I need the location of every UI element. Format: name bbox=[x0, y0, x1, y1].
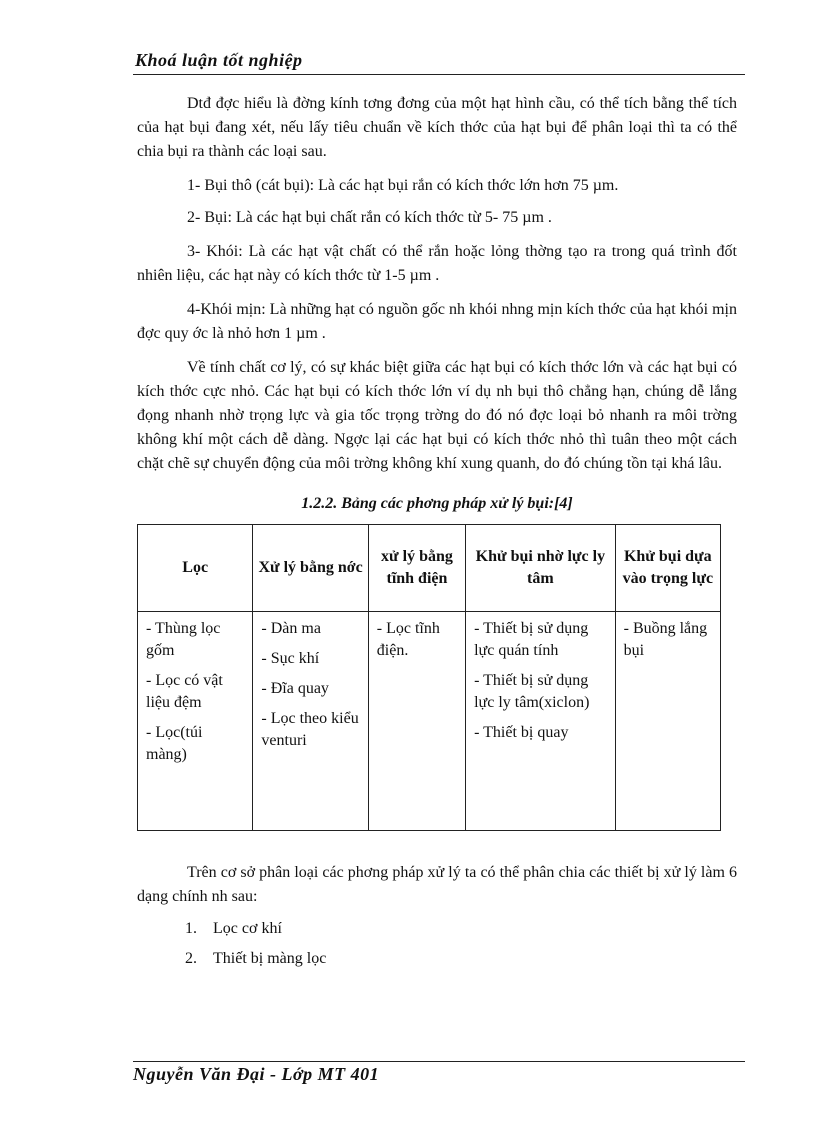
list-item bbox=[137, 917, 737, 941]
cell-line: - Buồng lắng bụi bbox=[623, 620, 708, 659]
list-text: Thiết bị màng lọc bbox=[213, 950, 327, 967]
col-header-gravity: Khử bụi dựa vào trọng lực bbox=[615, 525, 720, 612]
col-header-centrifugal: Khử bụi nhờ lực ly tâm bbox=[466, 525, 616, 612]
footer-author: Nguyễn Văn Đại - Lớp MT 401 bbox=[133, 1064, 380, 1084]
list-number: 2. bbox=[185, 950, 197, 967]
cell-centrifugal bbox=[466, 612, 616, 831]
table-title: 1.2.2. Bảng các phơng pháp xử lý bụi:[4] bbox=[301, 495, 573, 512]
cell-line: - Thùng lọc gốm bbox=[146, 620, 221, 659]
cell-line: - Sục khí bbox=[261, 650, 320, 667]
table-row bbox=[138, 612, 721, 831]
cell-electrostatic bbox=[368, 612, 465, 831]
col-header-water: Xử lý bằng nớc bbox=[253, 525, 368, 612]
page-footer bbox=[133, 1061, 745, 1085]
classification-item-4: 4-Khói mịn: Là những hạt có nguồn gốc nh khói nhng mịn kích thớc của hạt khói mịn đợc quy ớc là nhỏ hơn 1 µm . bbox=[137, 301, 737, 342]
classification-item-1: 1- Bụi thô (cát bụi): Là các hạt bụi rắn có kích thớc lớn hơn 75 µm. bbox=[187, 177, 619, 194]
cell-line: - Thiết bị sử dụng lực ly tâm(xiclon) bbox=[474, 672, 590, 711]
cell-line: - Thiết bị sử dụng lực quán tính bbox=[474, 620, 589, 659]
intro-paragraph: Dtđ đợc hiểu là đờng kính tơng đơng của một hạt hình cầu, có thể tích bằng thể tích của hạt bụi đang xét, nếu lấy tiêu chuẩn về kích thớc của hạt bụi để phân loại thì ta có thể chia bụi ra thành các loại sau. bbox=[137, 95, 737, 160]
cell-line: - Dàn ma bbox=[261, 620, 321, 637]
page-header bbox=[133, 50, 745, 75]
classification-item-2: 2- Bụi: Là các hạt bụi chất rắn có kích thớc từ 5- 75 µm . bbox=[187, 209, 552, 226]
list-number: 1. bbox=[185, 920, 197, 937]
list-item bbox=[137, 947, 737, 971]
table-header-row bbox=[138, 525, 721, 612]
methods-table bbox=[137, 524, 721, 831]
page-content bbox=[137, 92, 737, 971]
header-title: Khoá luận tốt nghiệp bbox=[135, 50, 303, 70]
cell-line: - Lọc có vật liệu đệm bbox=[146, 672, 223, 711]
properties-paragraph: Về tính chất cơ lý, có sự khác biệt giữa các hạt bụi có kích thớc lớn và các hạt bụi có kích thớc cực nhỏ. Các hạt bụi có kích thớc lớn ví dụ nh bụi thô chẳng hạn, chúng dễ lắng đọng nhanh nhờ trọng lực và gia tốc trọng trờng do đó nó đợc loại bỏ nhanh ra môi trờng không khí một cách dễ dàng. Ngợc lại các hạt bụi có kích thớc nhỏ thì tuân theo một cách chặt chẽ sự chuyển động của môi trờng không khí xung quanh, do đó chúng tồn tại khá lâu. bbox=[137, 359, 737, 472]
cell-line: - Đĩa quay bbox=[261, 680, 329, 697]
cell-line: - Thiết bị quay bbox=[474, 724, 569, 741]
cell-water bbox=[253, 612, 368, 831]
list-text: Lọc cơ khí bbox=[213, 920, 282, 937]
cell-filter bbox=[138, 612, 253, 831]
classification-item-3: 3- Khói: Là các hạt vật chất có thể rắn hoặc lỏng thờng tạo ra trong quá trình đốt nhiên liệu, các hạt này có kích thớc từ 1-5 µm . bbox=[137, 243, 737, 284]
division-paragraph: Trên cơ sở phân loại các phơng pháp xử lý ta có thể phân chia các thiết bị xử lý làm 6 dạng chính nh sau: bbox=[137, 864, 737, 905]
cell-line: - Lọc theo kiểu venturi bbox=[261, 710, 359, 749]
cell-gravity bbox=[615, 612, 720, 831]
cell-line: - Lọc tĩnh điện. bbox=[376, 620, 440, 659]
device-list bbox=[137, 917, 737, 971]
cell-line: - Lọc(túi màng) bbox=[146, 724, 203, 763]
col-header-filter: Lọc bbox=[138, 525, 253, 612]
col-header-electrostatic: xử lý bằng tĩnh điện bbox=[368, 525, 465, 612]
